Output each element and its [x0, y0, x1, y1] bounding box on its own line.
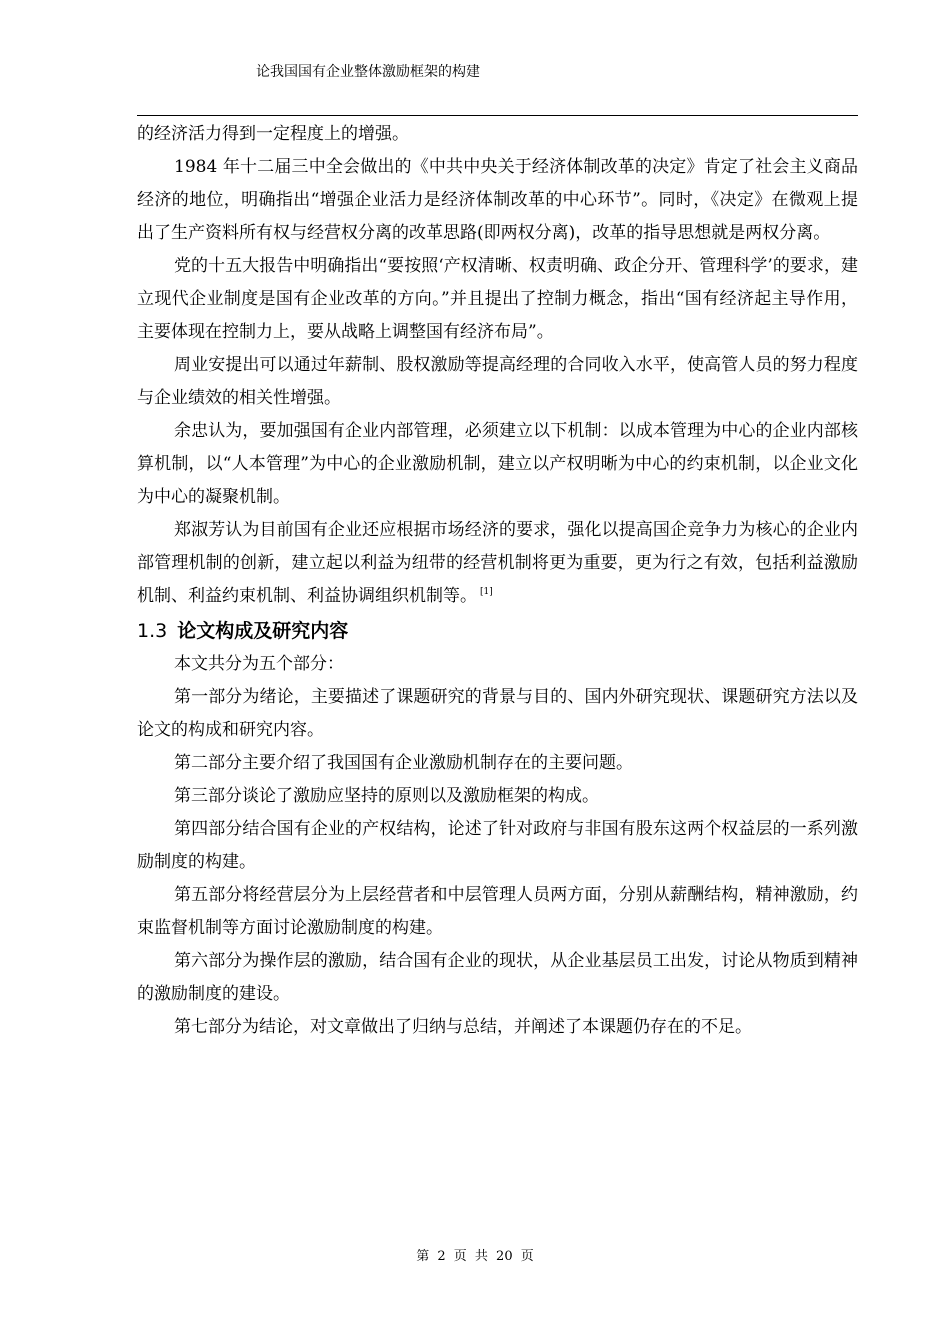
- paragraph-part-four: 第四部分结合国有企业的产权结构，论述了针对政府与非国有股东这两个权益层的一系列激励制度的构建。: [137, 819, 858, 872]
- section-heading: [137, 615, 858, 648]
- header-rule: [137, 115, 858, 116]
- paragraph-part-five: 第五部分将经营层分为上层经营者和中层管理人员两方面，分别从薪酬结构，精神激励，约束监督机制等方面讨论激励制度的构建。: [137, 885, 858, 938]
- paragraph-overview: 本文共分为五个部分：: [174, 654, 344, 674]
- paragraph-1984-decision: 1984 年十二届三中全会做出的《中共中央关于经济体制改革的决定》肯定了社会主义商品经济的地位，明确指出“增强企业活力是经济体制改革的中心环节”。同时，《决定》在微观上提出了生产资料所有权与经营权分离的改革思路(即两权分离)，改革的指导思想就是两权分离。: [137, 157, 858, 243]
- paragraph-yu-zhong: 余忠认为，要加强国有企业内部管理，必须建立以下机制：以成本管理为中心的企业内部核算机制，以“人本管理”为中心的企业激励机制，建立以产权明晰为中心的约束机制，以企业文化为中心的凝聚机制。: [137, 421, 858, 507]
- section-title: 论文构成及研究内容: [177, 620, 349, 642]
- page-number: 第 2 页 共 20 页: [416, 1249, 534, 1264]
- paragraph-zheng-shufang-text: 郑淑芳认为目前国有企业还应根据市场经济的要求，强化以提高国企竞争力为核心的企业内部管理机制的创新，建立起以利益为纽带的经营机制将更为重要，更为行之有效，包括利益激励机制、利益约束机制、利益协调组织机制等。: [137, 520, 858, 606]
- document-body: [137, 118, 858, 1044]
- paragraph-continuation: 的经济活力得到一定程度上的增强。: [137, 124, 409, 144]
- paragraph-part-three: 第三部分谈论了激励应坚持的原则以及激励框架的构成。: [174, 786, 599, 806]
- paragraph-zheng-shufang: [137, 514, 858, 613]
- paragraph-part-seven: 第七部分为结论，对文章做出了归纳与总结，并阐述了本课题仍存在的不足。: [174, 1017, 752, 1037]
- running-header: 论我国国有企业整体激励框架的构建: [256, 64, 480, 80]
- paragraph-fifteenth-congress: 党的十五大报告中明确指出“要按照‘产权清晰、权责明确、政企分开、管理科学’的要求，建立现代企业制度是国有企业改革的方向。”并且提出了控制力概念，指出“国有经济起主导作用，主要体现在控制力上，要从战略上调整国有经济布局”。: [137, 256, 858, 342]
- paragraph-part-six: 第六部分为操作层的激励，结合国有企业的现状，从企业基层员工出发，讨论从物质到精神的激励制度的建设。: [137, 951, 858, 1004]
- paragraph-part-two: 第二部分主要介绍了我国国有企业激励机制存在的主要问题。: [174, 753, 633, 773]
- paragraph-zhou-yean: 周业安提出可以通过年薪制、股权激励等提高经理的合同收入水平，使高管人员的努力程度与企业绩效的相关性增强。: [137, 355, 858, 408]
- citation-reference: [1]: [480, 587, 493, 598]
- section-number: 1.3: [137, 620, 168, 642]
- paragraph-part-one: 第一部分为绪论，主要描述了课题研究的背景与目的、国内外研究现状、课题研究方法以及论文的构成和研究内容。: [137, 687, 858, 740]
